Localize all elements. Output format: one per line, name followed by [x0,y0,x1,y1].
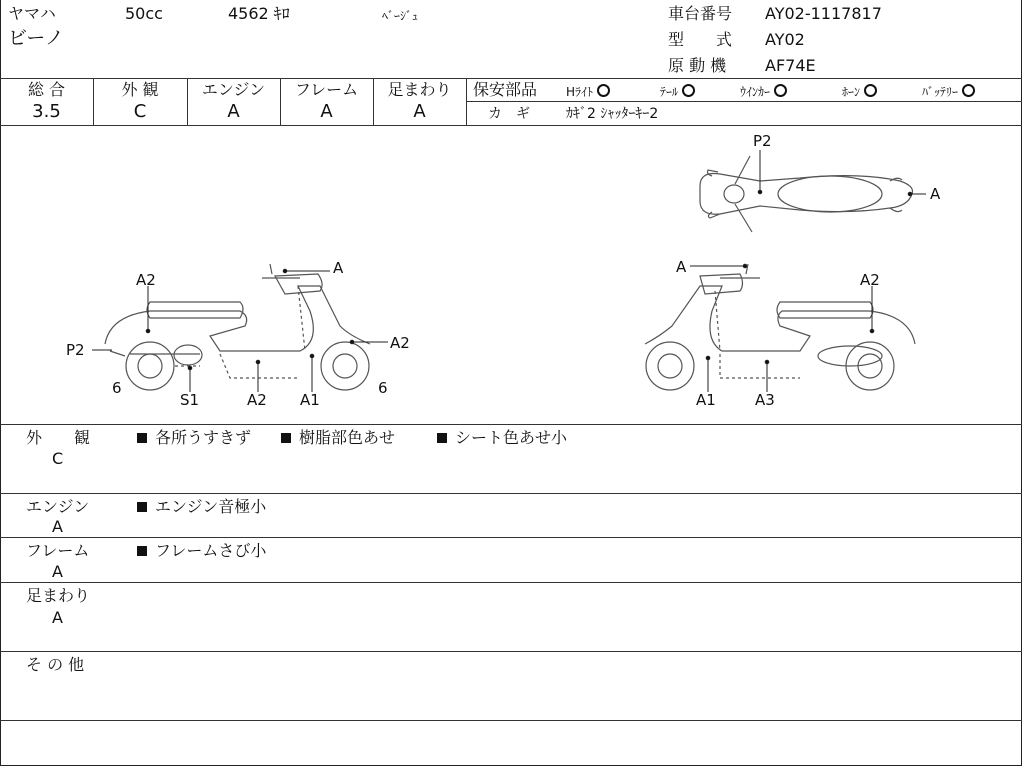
ok-mark-icon [962,84,975,97]
bullet-icon [137,502,147,512]
divider [0,537,1022,538]
note-label: フレーム [26,541,90,560]
safety-item: ﾃｰﾙ [660,82,695,102]
divider [0,78,1022,79]
top-label: P2 [753,132,772,150]
divider [0,582,1022,583]
engine-grade: A [227,101,240,122]
ok-mark-icon [597,84,610,97]
frame-label: フレーム [294,80,359,99]
left-label: 6 [112,379,122,397]
note-item: 各所うすきず [137,428,251,448]
bullet-icon [281,433,291,443]
note-label: そ の 他 [26,655,85,674]
model-name: ビーノ [8,27,64,49]
left-label: A2 [390,334,410,352]
left-label: A2 [136,271,156,289]
left-label: 6 [378,379,388,397]
note-item: エンジン音極小 [137,497,266,517]
right-label: A2 [860,271,880,289]
overall-label: 総 合 [27,80,66,99]
safety-item: ｳｲﾝｶｰ [740,82,787,102]
frame-no: AY02-1117817 [765,4,882,23]
color: ﾍﾞｰｼﾞｭ [382,9,419,23]
note-label: 足まわり [26,586,91,605]
right-label: A1 [696,391,716,409]
safety-item: ﾊﾞｯﾃﾘｰ [922,82,975,102]
right-label: A [676,258,687,276]
bullet-icon [137,546,147,556]
divider [0,424,1022,425]
overall-grade: 3.5 [32,101,61,122]
left-label: A2 [247,391,267,409]
type-value: AY02 [765,30,805,49]
ok-mark-icon [864,84,877,97]
engine-label: エンジン [201,80,266,99]
safety-label: 保安部品 [473,80,538,99]
safety-item: Hﾗｲﾄ [566,82,610,102]
ok-mark-icon [682,84,695,97]
type-label: 型 式 [668,30,733,49]
note-item: シート色あせ小 [437,428,567,448]
left-label: A1 [300,391,320,409]
right-label: A3 [755,391,775,409]
ok-mark-icon [774,84,787,97]
divider [466,78,467,125]
note-label: 外 観 [26,428,91,447]
bullet-icon [437,433,447,443]
note-item: フレームさび小 [137,541,266,561]
safety-item: ﾎｰﾝ [842,82,877,102]
exterior-label: 外 観 [121,80,159,99]
maker: ヤマハ [8,4,56,23]
mileage: 4562 ｷﾛ [228,4,290,23]
note-item: 樹脂部色あせ [281,428,395,448]
suspension-label: 足まわり [387,80,452,99]
left-label: S1 [180,391,200,409]
divider [0,720,1022,721]
note-label: エンジン [26,497,90,516]
frame-grade: A [320,101,333,122]
note-grade: A [52,517,63,536]
note-grade: C [52,449,64,468]
engine-model-value: AF74E [765,56,816,75]
frame-no-label: 車台番号 [668,4,733,23]
divider [0,493,1022,494]
scooter-top-view [700,156,913,232]
suspension-grade: A [413,101,426,122]
displacement: 50cc [125,4,163,23]
left-label: A [333,259,344,277]
key-label: カ ギ [488,106,530,122]
engine-model-label: 原 動 機 [668,56,727,75]
note-grade: A [52,562,63,581]
bullet-icon [137,433,147,443]
damage-diagram [0,126,1022,424]
top-label: A [930,185,941,203]
exterior-grade: C [133,101,147,122]
key-value: ｶｷﾞ2 ｼｬｯﾀｰｷｰ2 [566,106,659,122]
note-grade: A [52,608,63,627]
left-label: P2 [66,341,85,359]
divider [0,651,1022,652]
